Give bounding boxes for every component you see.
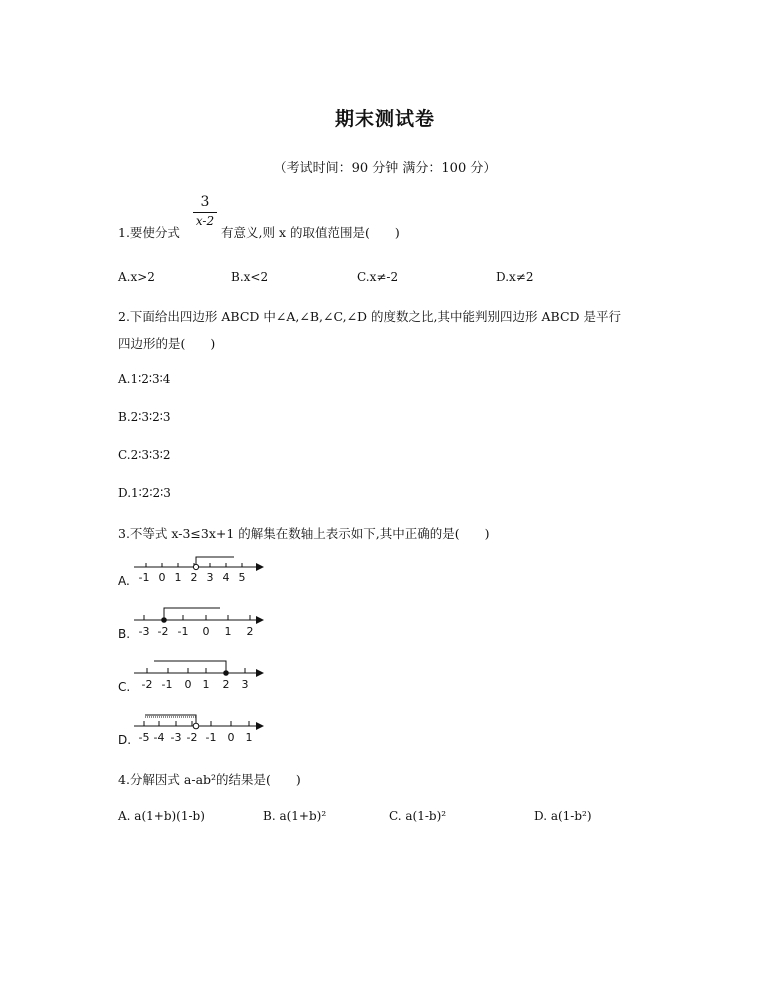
tick-label: -4 <box>153 731 165 744</box>
open-endpoint <box>193 723 199 729</box>
tick-label: 2 <box>246 625 254 638</box>
tick-label: -1 <box>205 731 217 744</box>
solution-ray <box>164 608 220 620</box>
tick-label: 5 <box>238 571 246 584</box>
tick-label: 1 <box>245 731 253 744</box>
q3-option-c-number-line <box>130 656 270 692</box>
tick-marks <box>144 615 250 620</box>
tick-label: 0 <box>184 678 192 691</box>
tick-label: 0 <box>202 625 210 638</box>
axis-arrow <box>256 669 264 677</box>
axis-arrow <box>256 563 264 571</box>
q1-option-d: D.x≠2 <box>496 270 534 284</box>
tick-label: 2 <box>190 571 198 584</box>
axis-arrow <box>256 616 264 624</box>
tick-label: 3 <box>206 571 214 584</box>
tick-label: -3 <box>170 731 182 744</box>
q1-fraction <box>193 194 217 229</box>
q3-option-b-number-line <box>130 603 270 639</box>
q2-option-c: C.2∶3∶3∶2 <box>118 448 171 462</box>
tick-label: -1 <box>161 678 173 691</box>
open-endpoint <box>193 564 198 569</box>
q2-text-line1: 2.下面给出四边形 ABCD 中∠A,∠B,∠C,∠D 的度数之比,其中能判别四边形 ABCD 是平行 <box>118 309 621 324</box>
q4-option-c: C. a(1-b)² <box>389 809 447 823</box>
q3-option-d-number-line <box>130 709 270 745</box>
q1-option-c: C.x≠-2 <box>357 270 399 284</box>
tick-label: -2 <box>157 625 169 638</box>
q4-option-a: A. a(1+b)(1-b) <box>118 809 205 823</box>
q3-option-c-label: C. <box>118 680 131 694</box>
tick-label: -2 <box>141 678 153 691</box>
q2-option-a: A.1∶2∶3∶4 <box>118 372 171 386</box>
tick-label: 3 <box>241 678 249 691</box>
tick-label: 0 <box>227 731 235 744</box>
q4-option-d: D. a(1-b²) <box>534 809 592 823</box>
q2-option-b: B.2∶3∶2∶3 <box>118 410 171 424</box>
tick-label: 1 <box>224 625 232 638</box>
solution-ray <box>145 715 196 726</box>
tick-marks <box>147 668 245 673</box>
solution-ray <box>196 557 234 565</box>
q1-fraction-numerator: 3 <box>193 194 217 213</box>
tick-label: 1 <box>174 571 182 584</box>
closed-endpoint <box>161 617 167 623</box>
closed-endpoint <box>223 670 229 676</box>
tick-label: 0 <box>158 571 166 584</box>
q1-prefix: 1.要使分式 <box>118 225 180 240</box>
tick-label: -1 <box>138 571 150 584</box>
solution-ray <box>154 661 226 673</box>
tick-label: -3 <box>138 625 150 638</box>
q1-fraction-denominator: x-2 <box>195 214 215 228</box>
q3-option-d-label: D. <box>118 733 132 747</box>
q3-option-b-label: B. <box>118 627 131 641</box>
q3-option-a-label: A. <box>118 574 130 588</box>
axis-arrow <box>256 722 264 730</box>
tick-label: -2 <box>186 731 198 744</box>
q4-option-b: B. a(1+b)² <box>263 809 327 823</box>
q2-option-d: D.1∶2∶2∶3 <box>118 486 171 500</box>
tick-label: 1 <box>202 678 210 691</box>
tick-label: -1 <box>177 625 189 638</box>
page-title: 期末测试卷 <box>334 108 435 130</box>
tick-label: 2 <box>222 678 230 691</box>
exam-info: （考试时间：90 分钟 满分：100 分） <box>273 161 497 176</box>
tick-label: -5 <box>138 731 150 744</box>
q3-option-a-number-line <box>130 553 270 585</box>
q1-option-b: B.x<2 <box>231 270 269 284</box>
q2-text-line2: 四边形的是( ) <box>118 336 216 351</box>
q4-text: 4.分解因式 a-ab²的结果是( ) <box>118 772 301 787</box>
tick-label: 4 <box>222 571 230 584</box>
q3-text: 3.不等式 x-3≤3x+1 的解集在数轴上表示如下,其中正确的是( ) <box>118 526 490 541</box>
q1-text: 有意义,则 x 的取值范围是( ) <box>221 225 400 240</box>
q1-option-a: A.x>2 <box>118 270 155 284</box>
